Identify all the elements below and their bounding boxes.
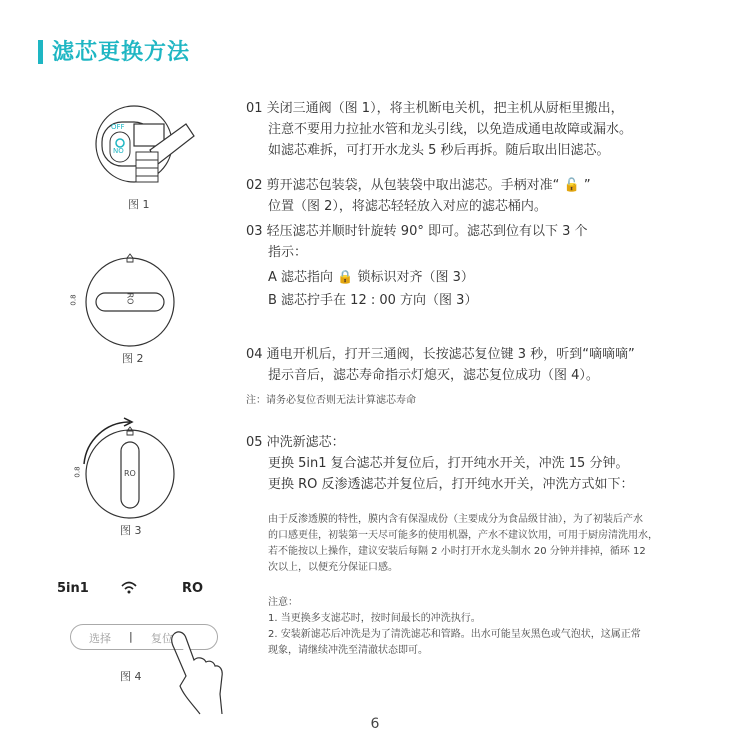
note-line: 2. 安装新滤芯后冲洗是为了清洗滤芯和管路。出水可能呈灰黑色或气泡状，这属正常 bbox=[268, 629, 641, 640]
step-line: 01 关闭三通阀（图 1），将主机断电关机，把主机从厨柜里搬出， bbox=[246, 101, 624, 116]
note-line: 现象，请继续冲洗至清澈状态即可。 bbox=[268, 645, 428, 656]
figure-1-caption: 图 1 bbox=[128, 198, 150, 211]
step-line: 如滤芯难拆，可打开水龙头 5 秒后再拆。随后取出旧滤芯。 bbox=[268, 143, 610, 158]
page-number: 6 bbox=[370, 716, 380, 732]
note-line: 1. 当更换多支滤芯时，按时间最长的冲洗执行。 bbox=[268, 613, 481, 624]
reset-note: 注：请务必复位否则无法计算滤芯寿命 bbox=[246, 395, 416, 406]
step-line: 指示： bbox=[268, 245, 308, 260]
para-line: 由于反渗透膜的特性，膜内含有保湿成份（主要成分为食品级甘油），为了初装后产水 bbox=[268, 514, 643, 525]
step-04 bbox=[246, 344, 635, 386]
fig3-ro-label: RO bbox=[124, 469, 136, 478]
ro-flush-paragraph bbox=[268, 512, 658, 576]
step-line: 位置（图 2），将滤芯轻轻放入对应的滤芯桶内。 bbox=[268, 199, 547, 214]
step-line: B 滤芯拧手在 12 : 00 方向（图 3） bbox=[268, 293, 478, 308]
para-line: 的口感更佳，初装第一天尽可能多的使用机器，产水不建议饮用，可用于厨房清洗用水， bbox=[268, 530, 658, 541]
step-01 bbox=[246, 98, 632, 161]
indicator-ro: RO bbox=[182, 581, 204, 596]
step-line: 05 冲洗新滤芯： bbox=[246, 435, 345, 450]
fig1-on-label: NO bbox=[113, 147, 124, 155]
indicator-5in1: 5in1 bbox=[57, 581, 89, 596]
page-title: 滤芯更换方法 bbox=[52, 40, 191, 65]
fig2-ro-label: RO bbox=[125, 292, 135, 305]
reset-button[interactable]: 复位 bbox=[151, 632, 173, 645]
divider: | bbox=[129, 630, 133, 643]
fig2-scale-label: 0.8 bbox=[69, 294, 78, 306]
title-accent-bar bbox=[38, 40, 43, 64]
step-line: 02 剪开滤芯包装袋，从包装袋中取出滤芯。手柄对准“ 🔓 ” bbox=[246, 178, 591, 193]
step-line: 更换 5in1 复合滤芯并复位后，打开纯水开关，冲洗 15 分钟。 bbox=[268, 456, 629, 471]
wifi-icon bbox=[120, 580, 138, 594]
pressing-hand-icon bbox=[160, 630, 226, 716]
step-line: 04 通电开机后，打开三通阀，长按滤芯复位键 3 秒，听到“嘀嘀嘀” bbox=[246, 347, 635, 362]
para-line: 若不能按以上操作，建议安装后每隔 2 小时打开水龙头制水 20 分钟并排掉，循环 12 bbox=[268, 546, 646, 557]
step-line: 更换 RO 反渗透滤芯并复位后，打开纯水开关，冲洗方式如下： bbox=[268, 477, 634, 492]
figure-2-caption: 图 2 bbox=[122, 352, 144, 365]
fig3-scale-label: 0.8 bbox=[73, 466, 82, 478]
step-05 bbox=[246, 432, 634, 495]
figure-1-three-way-valve bbox=[90, 104, 200, 192]
step-02 bbox=[246, 175, 591, 217]
step-03 bbox=[246, 221, 588, 311]
select-button[interactable]: 选择 bbox=[89, 632, 111, 645]
figure-3-caption: 图 3 bbox=[120, 524, 142, 537]
para-line: 次以上，以便充分保证口感。 bbox=[268, 562, 398, 573]
step-line: 03 轻压滤芯并顺时针旋转 90° 即可。滤芯到位有以下 3 个 bbox=[246, 224, 588, 239]
fig1-off-label: OFF bbox=[111, 123, 125, 131]
step-line: 注意不要用力拉扯水管和龙头引线，以免造成通电故障或漏水。 bbox=[268, 122, 633, 137]
figure-4-caption: 图 4 bbox=[120, 670, 142, 683]
attention-notes bbox=[268, 595, 641, 659]
step-line: 提示音后，滤芯寿命指示灯熄灭，滤芯复位成功（图 4）。 bbox=[268, 368, 599, 383]
step-line: A 滤芯指向 🔒 锁标识对齐（图 3） bbox=[268, 270, 474, 285]
note-line: 注意： bbox=[268, 597, 298, 608]
